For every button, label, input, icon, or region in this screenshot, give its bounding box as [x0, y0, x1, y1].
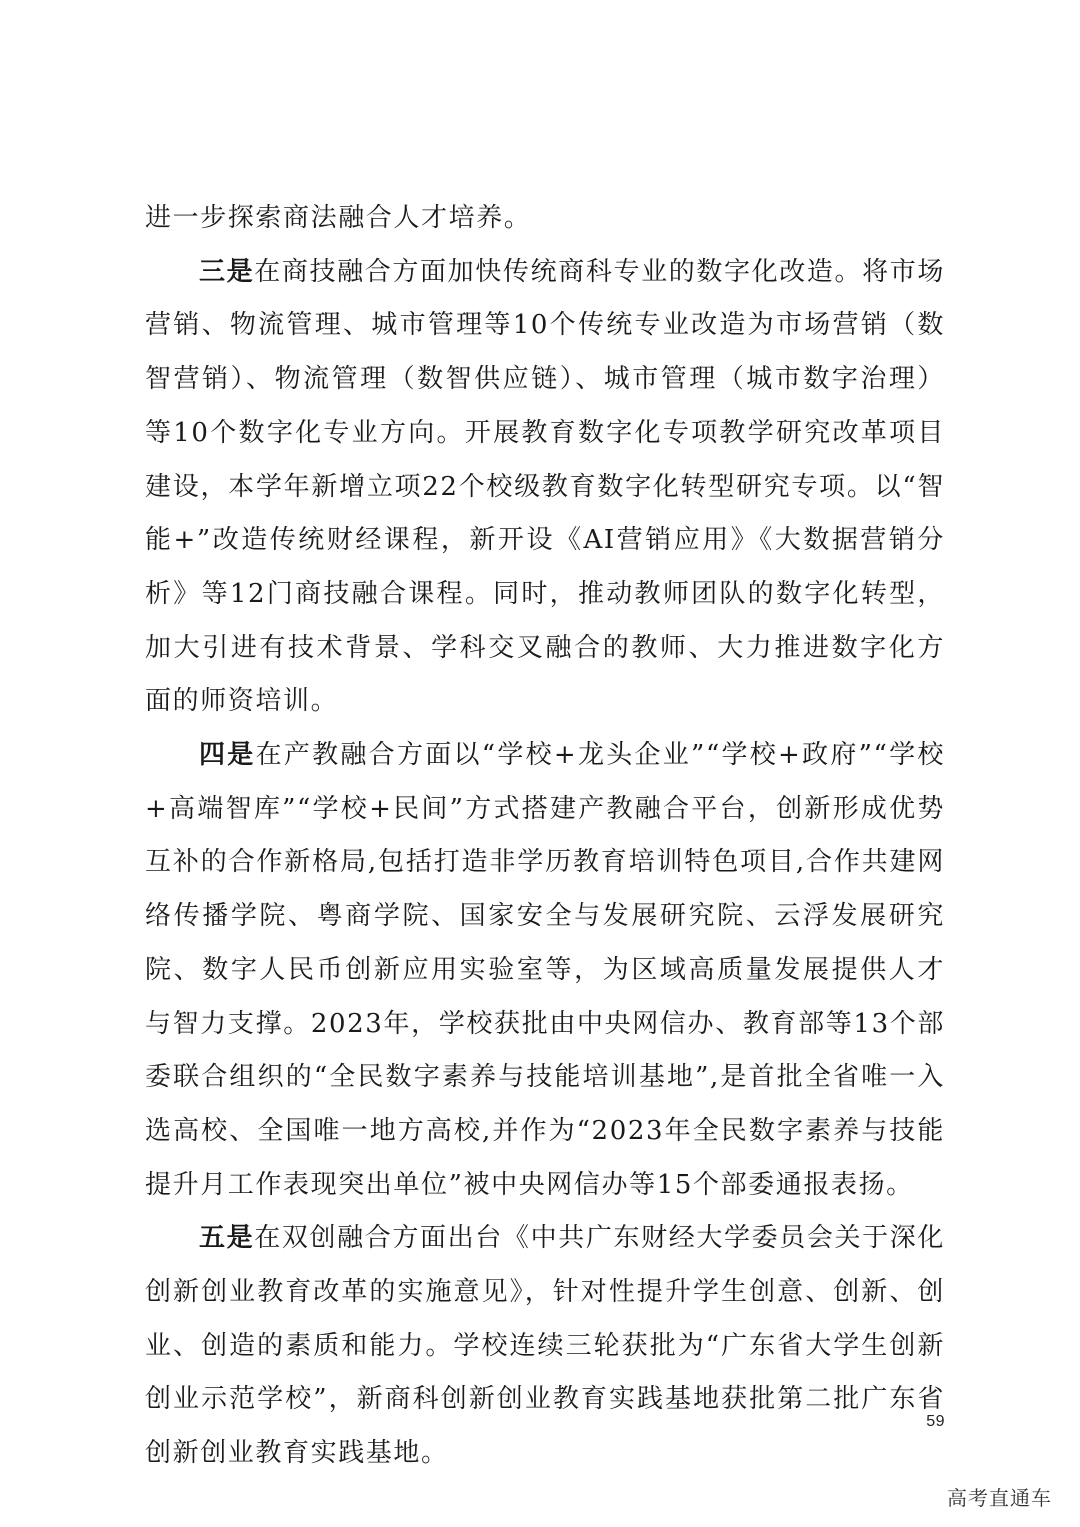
paragraph-industry-education — [145, 729, 945, 1212]
paragraph-text: 在产教融合方面以“学校+龙头企业”“学校+政府”“学校+高端智库”“学校+民间”方式搭建产教融合平台，创新形成优势互补的合作新格局,包括打造非学历教育培训特色项目,合作共建网络传播学院、粤商学院、国家安全与发展研究院、云浮发展研究院、数字人民币创新应用实验室等，为区域高质量发展提供人才与智力支撑。2023年，学校获批由中央网信办、教育部等13个部委联合组织的“全民数字素养与技能培训基地”,是首批全省唯一入选高校、全国唯一地方高校,并作为“2023年全民数字素养与技能提升月工作表现突出单位”被中央网信办等15个部委通报表扬。 — [145, 740, 946, 1200]
paragraph-lead: 三是 — [199, 256, 255, 287]
paragraph-innovation-entrepreneurship — [145, 1212, 945, 1481]
page-number: 59 — [926, 1413, 945, 1430]
paragraph-text: 进一步探索商法融合人才培养。 — [145, 203, 532, 233]
paragraph-commerce-technology — [145, 246, 945, 729]
paragraph-text: 在商技融合方面加快传统商科专业的数字化改造。将市场营销、物流管理、城市管理等10个传统专业改造为市场营销（数智营销）、物流管理（数智供应链）、城市管理（城市数字治理）等10个数字化专业方向。开展教育数字化专项教学研究改革项目建设，本学年新增立项22个校级教育数字化转型研究专项。以“智能+”改造传统财经课程，新开设《AI营销应用》《大数据营销分析》等12门商技融合课程。同时，推动教师团队的数字化转型，加大引进有技术背景、学科交叉融合的教师、大力推进数字化方面的师资培训。 — [145, 256, 945, 717]
paragraph-continuation — [145, 192, 945, 246]
document-body — [145, 192, 945, 1481]
paragraph-text: 在双创融合方面出台《中共广东财经大学委员会关于深化创新创业教育改革的实施意见》，针对性提升学生创意、创新、创业、创造的素质和能力。学校连续三轮获批为“广东省大学生创新创业示范学校”，新商科创新创业教育实践基地获批第二批广东省创新创业教育实践基地。 — [145, 1223, 945, 1469]
paragraph-lead: 五是 — [199, 1223, 255, 1254]
watermark: 高考直通车 — [947, 1486, 1052, 1510]
paragraph-lead: 四是 — [199, 740, 256, 771]
